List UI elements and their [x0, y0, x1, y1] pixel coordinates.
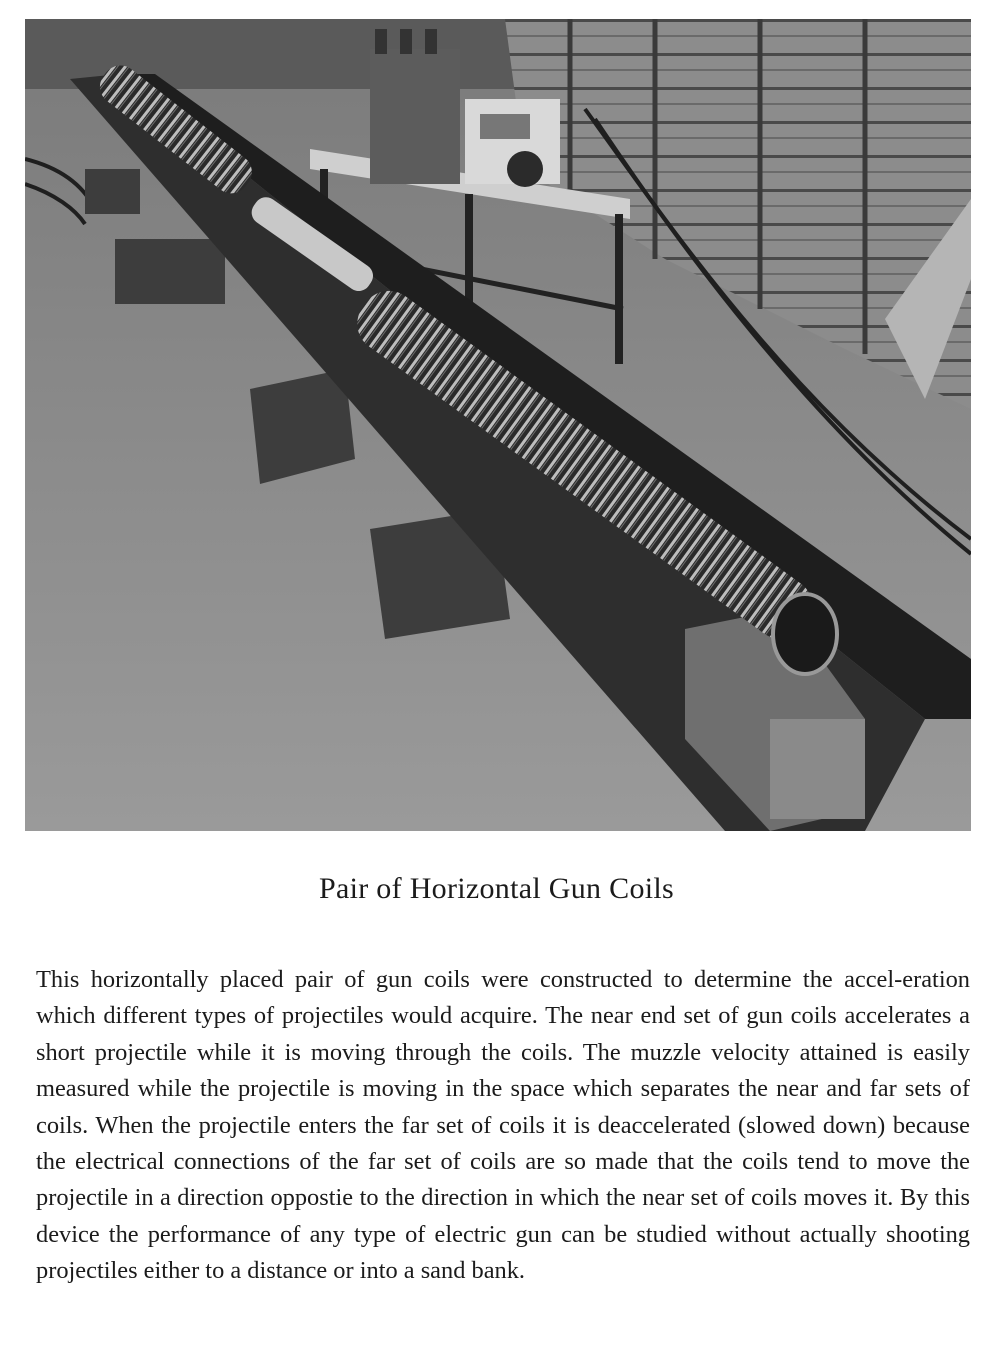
- gun-coils-photo: [25, 19, 971, 831]
- body-paragraph: This horizontally placed pair of gun coils were constructed to determine the accel-eration which different types of projectiles would acquire. The near end set of gun coils accelerates a short projectile while it is moving through the coils. The muzzle velocity attained is easily measured while the projectile is moving in the space which separates the near and far sets of coils. When the projectile enters the far set of coils it is deaccelerated (slowed down) because the electrical connections of the far set of coils are so made that the coils tend to move the projectile in a direction oppostie to the direction in which the near set of coils moves it. By this device the performance of any type of electric gun can be studied without actually shooting projectiles either to a distance or into a sand bank.: [36, 966, 970, 1285]
- photo-drawing: [25, 19, 971, 831]
- coil-muzzle: [773, 594, 837, 674]
- figure-caption: Pair of Horizontal Gun Coils: [318, 872, 675, 905]
